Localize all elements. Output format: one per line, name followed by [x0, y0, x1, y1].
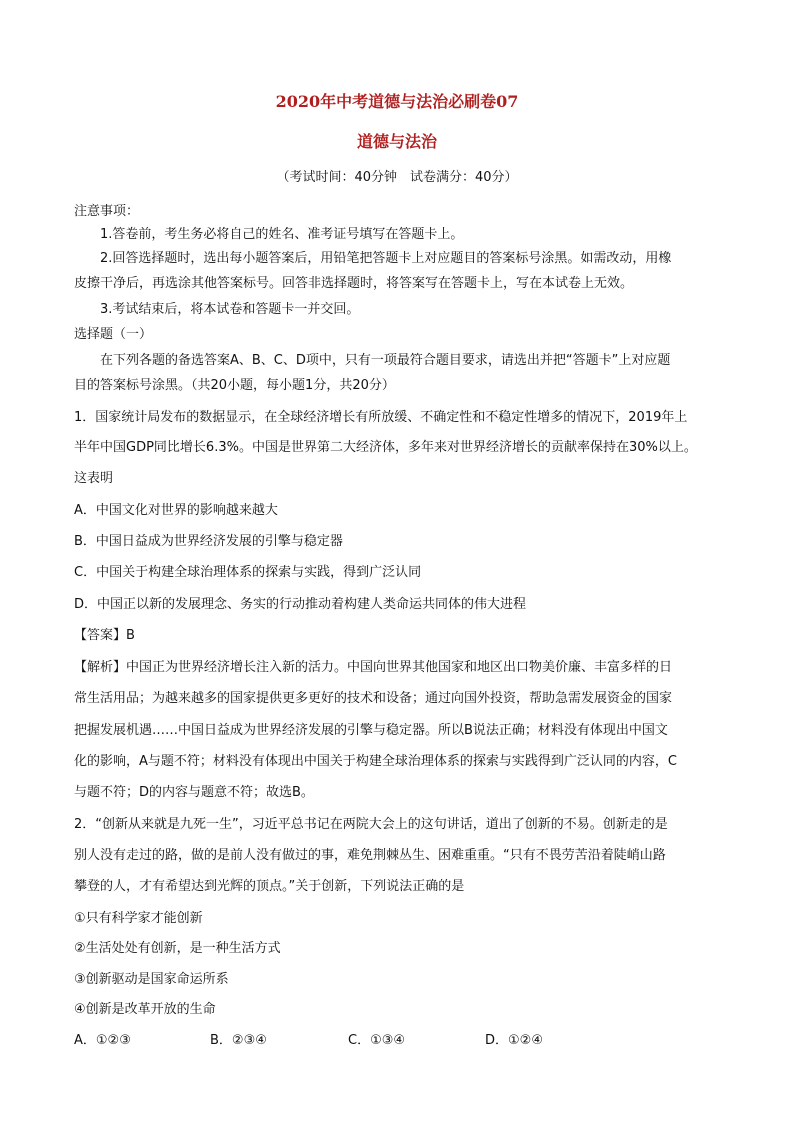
option-c: C．中国关于构建全球治理体系的探索与实践，得到广泛认同 — [74, 565, 422, 580]
statement-item: ③创新驱动是国家命运所系 — [74, 972, 229, 987]
question-stem: 这表明 — [74, 471, 114, 486]
document-title: 2020年中考道德与法治必刷卷07 — [275, 92, 519, 111]
answer: 【答案】B — [74, 628, 135, 643]
option-b: B．②③④ — [210, 1033, 267, 1048]
option-a: A．中国文化对世界的影响越来越大 — [74, 503, 278, 518]
analysis-line: 化的影响，A与题不符；材料没有体现出中国关于构建全球治理体系的探索与实践得到广泛认同的内容，C — [74, 754, 677, 769]
note-line: 2.回答选择题时，选出每小题答案后，用铅笔把答题卡上对应题目的答案标号涂黑。如需改动，用橡 — [100, 251, 672, 266]
analysis-line: 与题不符；D的内容与题意不符；故选B。 — [74, 785, 314, 800]
statement-item: ④创新是改革开放的生命 — [74, 1002, 216, 1017]
section-instructions: 在下列各题的备选答案A、B、C、D项中，只有一项最符合题目要求，请选出并把“答题卡”上对应题 — [100, 353, 671, 368]
option-a: A．①②③ — [74, 1033, 131, 1048]
note-line: 3.考试结束后，将本试卷和答题卡一并交回。 — [100, 302, 360, 317]
section-heading: 选择题（一） — [74, 327, 153, 342]
analysis-line: 常生活用品；为越来越多的国家提供更多更好的技术和设备；通过向国外投资，帮助急需发展资金的国家 — [74, 691, 673, 706]
exam-info: （考试时间：40分钟 试卷满分：40分） — [276, 170, 518, 185]
note-line: 1.答卷前，考生务必将自己的姓名、准考证号填写在答题卡上。 — [100, 227, 464, 242]
option-d: D．中国正以新的发展理念、务实的行动推动着构建人类命运共同体的伟大进程 — [74, 597, 527, 612]
section-instructions: 目的答案标号涂黑。（共20小题，每小题1分，共20分） — [74, 378, 395, 393]
option-c: C．①③④ — [348, 1033, 406, 1048]
question-stem: 攀登的人，才有希望达到光辉的顶点。”关于创新，下列说法正确的是 — [74, 879, 465, 894]
subject-title: 道德与法治 — [356, 132, 437, 151]
question-stem: 2．“创新从来就是九死一生”，习近平总书记在两院大会上的这句讲话，道出了创新的不易。创新走的是 — [74, 817, 668, 832]
note-line: 皮擦干净后，再选涂其他答案标号。回答非选择题时，将答案写在答题卡上，写在本试卷上无效。 — [74, 276, 634, 291]
statement-item: ②生活处处有创新，是一种生活方式 — [74, 941, 281, 956]
question-stem: 别人没有走过的路，做的是前人没有做过的事，难免荆棘丛生、困难重重。“只有不畏劳苦沿着陡峭山路 — [74, 848, 666, 863]
option-b: B．中国日益成为世界经济发展的引擎与稳定器 — [74, 534, 343, 549]
option-d: D．①②④ — [485, 1033, 543, 1048]
statement-item: ①只有科学家才能创新 — [74, 911, 203, 926]
analysis-line: 把握发展机遇……中国日益成为世界经济发展的引擎与稳定器。所以B说法正确；材料没有体现出中国文 — [74, 723, 668, 738]
question-stem: 半年中国GDP同比增长6.3%。中国是世界第二大经济体，多年来对世界经济增长的贡献率保持在30%以上。 — [74, 440, 697, 455]
notes-heading: 注意事项： — [74, 204, 140, 219]
q2-options — [74, 1029, 634, 1049]
question-stem: 1．国家统计局发布的数据显示，在全球经济增长有所放缓、不确定性和不稳定性增多的情况下，2019年上 — [74, 410, 688, 425]
analysis-line: 【解析】中国正为世界经济增长注入新的活力。中国向世界其他国家和地区出口物美价廉、丰富多样的日 — [74, 660, 673, 675]
